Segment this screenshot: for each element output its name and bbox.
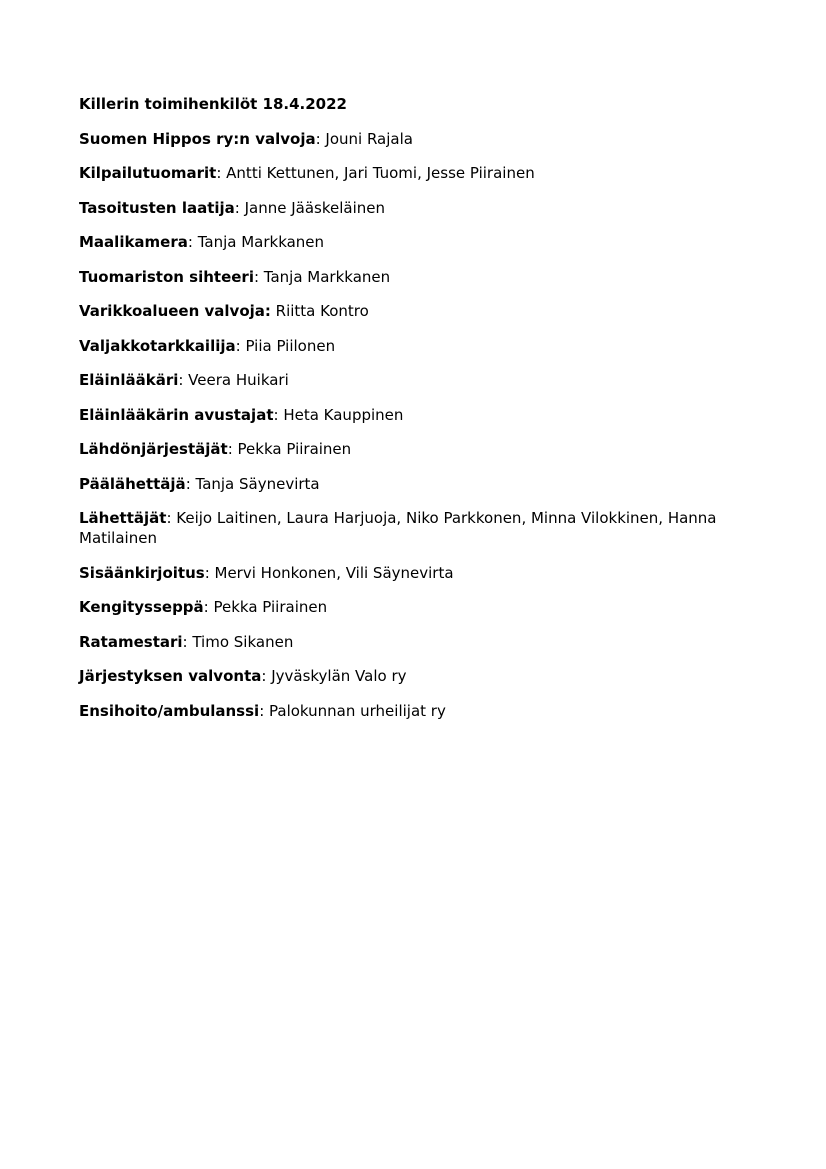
role-value: : Tanja Markkanen [253,267,391,286]
role-label: Järjestyksen valvonta [79,667,262,685]
role-label: Lähdönjärjestäjät [79,440,228,458]
staff-entry-varikkoalueen-valvoja [79,301,747,321]
role-label: Valjakkotarkkailija [79,336,236,355]
role-label: Tuomariston sihteeri [79,267,254,286]
role-value: : Tanja Säynevirta [185,474,320,493]
staff-entry-lahdonjarjestajat [79,439,747,459]
role-label: Eläinlääkärin avustajat [79,405,274,424]
staff-entry-sisaankirjoitus [79,563,747,583]
role-label: Ensihoito/ambulanssi [79,701,260,720]
role-label: Eläinlääkäri [79,371,179,389]
role-label: Maalikamera [79,233,188,251]
role-value: : Antti Kettunen, Jari Tuomi, Jesse Piirainen [216,164,535,182]
role-value: : Pekka Piirainen [227,440,352,458]
role-value: : Heta Kauppinen [273,405,404,424]
staff-entry-paalahettaja [79,474,747,494]
role-value: : Timo Sikanen [182,632,294,651]
staff-entry-kilpailutuomarit [79,163,747,183]
role-label: Päälähettäjä [79,474,186,493]
staff-entry-jarjestyksen-valvonta [79,666,747,686]
role-value: : Jyväskylän Valo ry [261,667,407,685]
staff-entry-elainlaakari [79,370,747,390]
role-value: : Pekka Piirainen [203,598,328,616]
staff-entry-tasoitusten-laatija [79,198,747,218]
role-value: : Piia Piilonen [235,336,336,355]
role-value: : Palokunnan urheilijat ry [259,701,446,720]
role-label: Varikkoalueen valvoja: [79,302,271,320]
role-value: : Mervi Honkonen, Vili Säynevirta [204,563,454,582]
role-value: : Janne Jääskeläinen [234,198,386,217]
role-label: Lähettäjät [79,509,167,527]
role-value: : Veera Huikari [178,371,289,389]
staff-entry-valjakkotarkkailija [79,336,747,356]
staff-entry-hippos-valvoja [79,129,747,149]
role-value: : Keijo Laitinen, Laura Harjuoja, Niko Parkkonen, Minna Vilokkinen, Hanna Matilainen [79,509,717,547]
role-value: : Jouni Rajala [315,129,413,148]
staff-entry-lahettajat [79,508,747,548]
staff-entry-elainlaakarin-avustajat [79,405,747,425]
role-label: Suomen Hippos ry:n valvoja [79,129,316,148]
staff-entry-ensihoito-ambulanssi [79,701,747,721]
staff-entry-maalikamera [79,232,747,252]
role-value: : Tanja Markkanen [187,233,325,251]
role-value: Riitta Kontro [270,302,369,320]
role-label: Kilpailutuomarit [79,164,217,182]
staff-entry-kengitysseppa [79,597,747,617]
role-label: Tasoitusten laatija [79,198,235,217]
role-label: Kengitysseppä [79,598,204,616]
staff-entry-tuomariston-sihteeri [79,267,747,287]
document-title: Killerin toimihenkilöt 18.4.2022 [79,95,347,113]
staff-entry-ratamestari [79,632,747,652]
role-label: Sisäänkirjoitus [79,563,205,582]
role-label: Ratamestari [79,632,183,651]
